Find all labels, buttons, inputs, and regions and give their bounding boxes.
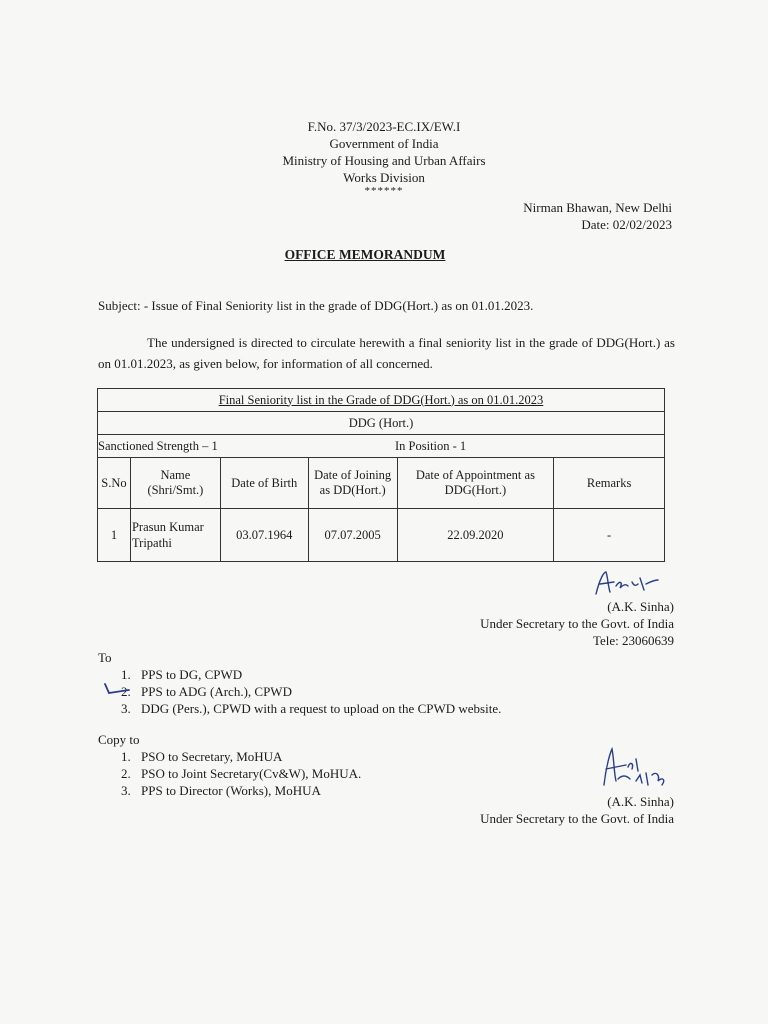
memo-title: OFFICE MEMORANDUM — [284, 247, 446, 262]
table-grade: DDG (Hort.) — [98, 412, 665, 435]
item-text: PPS to Director (Works), MoHUA — [141, 783, 321, 798]
copy-to-list — [121, 748, 361, 799]
cell-dob: 03.07.1964 — [220, 509, 308, 562]
header-separator: ****** — [364, 185, 404, 197]
column-header: Date of Joining as DD(Hort.) — [308, 458, 397, 509]
list-item — [121, 748, 361, 765]
cell-name: Prasun Kumar Tripathi — [130, 509, 220, 562]
item-number: 1. — [121, 749, 131, 764]
government-name: Government of India — [329, 136, 439, 151]
column-header: Remarks — [554, 458, 665, 509]
item-text: PPS to DG, CPWD — [141, 667, 243, 682]
table-row — [98, 509, 665, 562]
table-caption-text: Final Seniority list in the Grade of DDG(Hort.) as on 01.01.2023 — [218, 392, 544, 407]
list-item — [121, 782, 361, 799]
item-text: PPS to ADG (Arch.), CPWD — [141, 684, 292, 699]
column-header: Date of Appointment as DDG(Hort.) — [397, 458, 554, 509]
cell-sno: 1 — [98, 509, 131, 562]
division-name: Works Division — [343, 170, 425, 185]
column-header: Date of Birth — [220, 458, 308, 509]
subject-line: Subject: - Issue of Final Seniority list in the grade of DDG(Hort.) as on 01.01.2023. — [98, 298, 534, 313]
item-text: DDG (Pers.), CPWD with a request to upload on the CPWD website. — [141, 701, 502, 716]
signatory-name: (A.K. Sinha) — [607, 794, 674, 809]
column-header: Name (Shri/Smt.) — [130, 458, 220, 509]
copy-to-label: Copy to — [98, 732, 140, 747]
to-list — [121, 666, 501, 717]
column-header: S.No — [98, 458, 131, 509]
signatory-block — [480, 598, 674, 649]
strength-row — [98, 435, 665, 458]
item-number: 3. — [121, 701, 131, 716]
date: Date: 02/02/2023 — [581, 217, 672, 232]
place: Nirman Bhawan, New Delhi — [523, 200, 672, 215]
letterhead — [0, 118, 768, 196]
item-number: 2. — [121, 766, 131, 781]
signatory-designation: Under Secretary to the Govt. of India — [480, 616, 674, 631]
list-item — [121, 683, 501, 700]
body-paragraph: The undersigned is directed to circulate herewith a final seniority list in the grade of DDG(Hort.) as on 01.01.2023, as given below, for information of all concerned. — [98, 335, 675, 371]
signatory-phone: Tele: 23060639 — [592, 633, 674, 648]
item-text: PSO to Secretary, MoHUA — [141, 749, 283, 764]
signatory-designation: Under Secretary to the Govt. of India — [480, 811, 674, 826]
place-date-block — [523, 199, 672, 233]
item-number: 2. — [121, 684, 131, 699]
item-number: 3. — [121, 783, 131, 798]
file-number: F.No. 37/3/2023-EC.IX/EW.I — [307, 119, 461, 134]
signatory-block — [480, 793, 674, 827]
list-item — [121, 666, 501, 683]
item-text: PSO to Joint Secretary(Cv&W), MoHUA. — [141, 766, 362, 781]
list-item — [121, 765, 361, 782]
tick-mark-icon — [103, 680, 131, 696]
in-position: In Position - 1 — [395, 439, 467, 453]
to-label: To — [98, 650, 112, 665]
sanctioned-strength: Sanctioned Strength – 1 — [98, 439, 218, 453]
list-item — [121, 700, 501, 717]
table-header-row — [98, 458, 665, 509]
cell-remarks: - — [554, 509, 665, 562]
cell-doa: 22.09.2020 — [397, 509, 554, 562]
table-caption — [98, 389, 665, 412]
signature-icon — [590, 568, 660, 598]
signatory-name: (A.K. Sinha) — [607, 599, 674, 614]
signature-icon — [596, 745, 676, 793]
ministry-name: Ministry of Housing and Urban Affairs — [282, 153, 486, 168]
item-number: 1. — [121, 667, 131, 682]
cell-doj: 07.07.2005 — [308, 509, 397, 562]
seniority-table — [97, 388, 665, 562]
